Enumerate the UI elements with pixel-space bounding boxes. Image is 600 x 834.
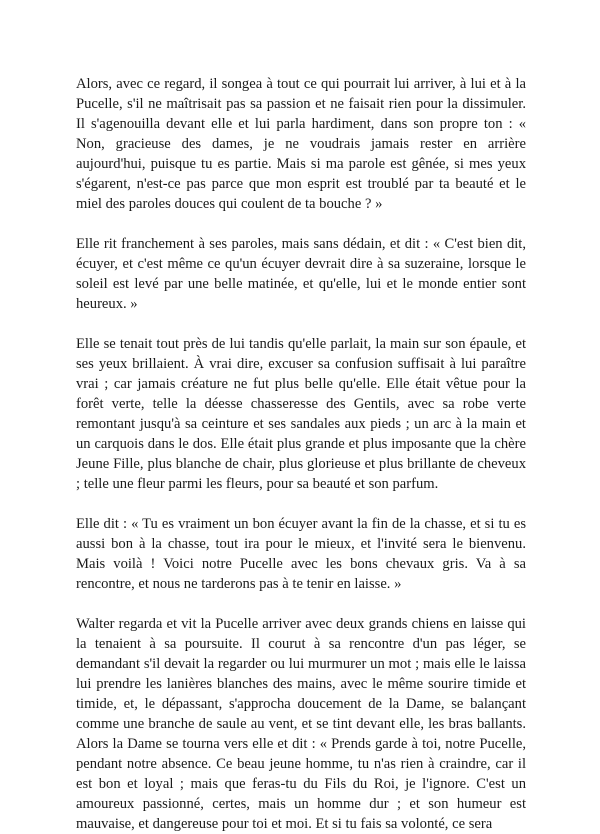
paragraph-4: Elle dit : « Tu es vraiment un bon écuyer avant la fin de la chasse, et si tu es aussi bon à la chasse, tout ira pour le mieux, et l'invité sera le bienvenu. Mais voilà ! Voici notre Pucelle avec les bons chevaux gris. Va à sa rencontre, et nous ne tarderons pas à te tenir en laisse. »: [76, 516, 526, 592]
paragraph-5: Walter regarda et vit la Pucelle arriver avec deux grands chiens en laisse qui la tenaient à sa poursuite. Il courut à sa rencontre d'un pas léger, se demandant s'il devait la regarder ou lui murmurer un mot ; mais elle le laissa lui prendre les lanières blanches des mains, avec le même sourire timide et timide, et, le dépassant, s'approcha doucement de la Dame, se balançant comme une branche de saule au vent, et se tint devant elle, les bras ballants. Alors la Dame se tourna vers elle et dit : « Prends garde à toi, notre Pucelle, pendant notre absence. Ce beau jeune homme, tu n'as rien à craindre, car il est bon et loyal ; mais que feras-tu du Fils du Roi, je l'ignore. C'est un amoureux passionné, certes, mais un homme dur ; et son humeur est mauvaise, et dangereuse pour toi et moi. Et si tu fais sa volonté, ce sera: [76, 616, 526, 832]
document-page: [76, 74, 526, 834]
paragraph-3: Elle se tenait tout près de lui tandis qu'elle parlait, la main sur son épaule, et ses yeux brillaient. À vrai dire, excuser sa confusion suffisait à lui paraître vrai ; car jamais créature ne fut plus belle qu'elle. Elle était vêtue pour la forêt verte, telle la déesse chasseresse des Gentils, avec sa robe verte remontant jusqu'à sa ceinture et ses sandales aux pieds ; un arc à la main et un carquois dans le dos. Elle était plus grande et plus imposante que la chère Jeune Fille, plus blanche de chair, plus glorieuse et plus brillante de cheveux ; telle une fleur parmi les fleurs, pour sa beauté et son parfum.: [76, 336, 526, 492]
paragraph-2: Elle rit franchement à ses paroles, mais sans dédain, et dit : « C'est bien dit, écuyer, et c'est même ce qu'un écuyer devrait dire à sa suzeraine, lorsque le soleil est levé par une belle matinée, et qu'elle, lui et le monde entier sont heureux. »: [76, 236, 526, 312]
paragraph-1: Alors, avec ce regard, il songea à tout ce qui pourrait lui arriver, à lui et à la Pucelle, s'il ne maîtrisait pas sa passion et ne faisait rien pour la dissimuler. Il s'agenouilla devant elle et lui parla hardiment, dans son propre ton : « Non, gracieuse des dames, je ne voudrais jamais rester en arrière aujourd'hui, puisque tu es partie. Mais si ma parole est gênée, si mes yeux s'égarent, n'est-ce pas parce que mon esprit est troublé par ta beauté et le miel des paroles douces qui coulent de ta bouche ? »: [76, 76, 526, 212]
